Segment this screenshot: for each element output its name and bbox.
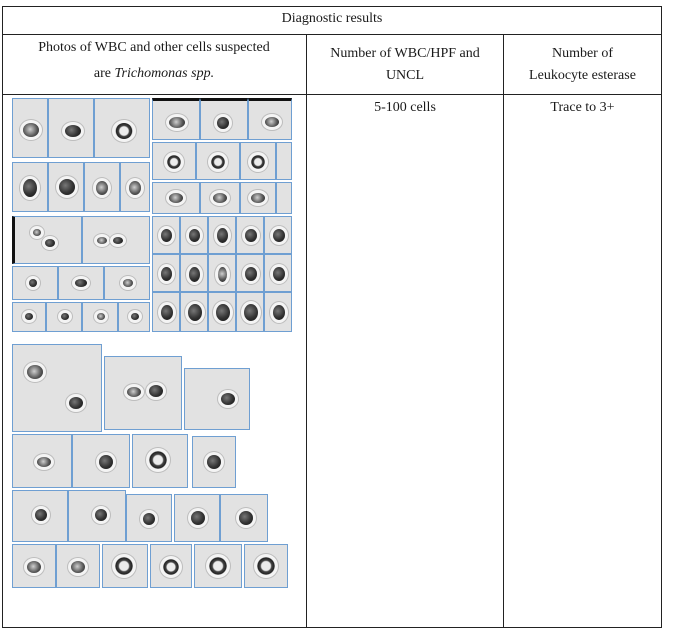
cell-photo [152,98,200,140]
cell-photo [152,292,180,332]
cell-photo [208,254,236,292]
table-border-right [661,6,662,628]
cell-photo [12,544,56,588]
column-header-wbc-line1: Number of WBC/HPF and [330,46,480,61]
cell-photo [102,544,148,588]
cell-photo [276,142,292,180]
cell-photo [94,98,150,158]
table-border-bottom [2,627,662,628]
cell-photo [180,254,208,292]
cell-photo [12,98,48,158]
table-border-top [2,6,662,7]
cell-photo [58,266,104,300]
table-border-left [2,6,3,628]
cell-photo [220,494,268,542]
cell-photo [264,254,292,292]
cell-photo [208,292,236,332]
cell-photo [68,490,126,542]
cell-photo [152,142,196,180]
leukocyte-esterase-value: Trace to 3+ [550,100,615,115]
cell-photo [48,162,84,212]
cell-photo [132,434,188,488]
cell-photo [152,216,180,254]
cell-photo [194,544,242,588]
cell-photo [56,544,100,588]
cell-photo [118,302,150,332]
cell-photo [192,436,236,488]
cell-photo [48,98,94,158]
cell-photo [152,182,200,214]
column-header-photos-line1: Photos of WBC and other cells suspected [38,40,270,55]
cell-photo [240,142,276,180]
column-header-esterase-line2: Leukocyte esterase [529,68,636,83]
cell-photo [82,302,118,332]
cell-photo-collage [10,96,296,596]
column-header-photos [2,37,306,85]
cell-photo [72,434,130,488]
cell-photo [12,266,58,300]
cell-photo [184,368,250,430]
wbc-count-value: 5-100 cells [374,100,436,115]
title-row-divider [2,34,662,35]
cell-photo [264,216,292,254]
cell-photo [126,494,172,542]
cell-photo [236,254,264,292]
cell-photo [104,356,182,430]
cell-photo [200,98,248,140]
cell-photo [82,216,150,264]
cell-photo [180,216,208,254]
column-divider-1 [306,34,307,628]
column-header-wbc [307,43,503,87]
cell-photo [208,216,236,254]
cell-photo [240,182,276,214]
cell-photo [46,302,82,332]
cell-photo [180,292,208,332]
cell-photo [236,292,264,332]
column-divider-2 [503,34,504,628]
cell-photo [152,254,180,292]
column-header-photos-line2 [2,63,306,85]
cell-photo [196,142,240,180]
column-header-photos-prefix: are [93,66,115,81]
cell-photo [150,544,192,588]
table-title: Diagnostic results [281,11,383,26]
cell-photo [104,266,150,300]
species-name: Trichomonas spp. [114,66,215,81]
cell-photo [12,302,46,332]
column-header-wbc-line2: UNCL [385,68,425,83]
column-header-esterase [504,43,661,87]
cell-photo [120,162,150,212]
cell-photo [12,344,102,432]
cell-photo [12,216,82,264]
cell-photo [12,490,68,542]
cell-photo [248,98,292,140]
cell-photo [200,182,240,214]
cell-photo [12,434,72,488]
cell-photo [174,494,220,542]
cell-photo [264,292,292,332]
cell-photo [244,544,288,588]
cell-photo [84,162,120,212]
cell-photo [12,162,48,212]
cell-photo [236,216,264,254]
cell-photo [276,182,292,214]
column-header-esterase-line1: Number of [551,46,614,61]
header-row-divider [2,94,662,95]
